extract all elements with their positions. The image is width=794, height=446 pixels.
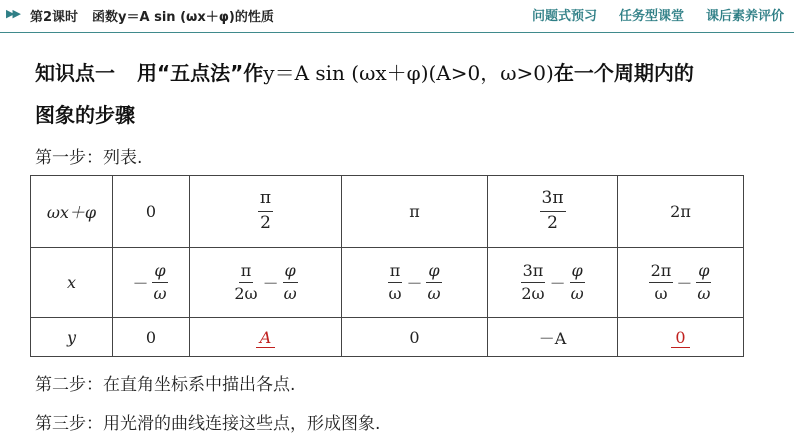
row-header-x: x xyxy=(31,248,113,318)
numerator: 2π xyxy=(649,262,674,283)
fraction xyxy=(569,262,586,304)
numerator: φ xyxy=(283,262,298,283)
table-cell: 0 xyxy=(113,176,190,248)
numerator: φ xyxy=(570,262,585,283)
fraction xyxy=(386,262,403,304)
numerator: φ xyxy=(426,262,441,283)
minus-sign: － xyxy=(406,274,423,293)
denominator: 2ω xyxy=(234,284,258,303)
fraction xyxy=(519,262,546,304)
table-cell xyxy=(190,176,342,248)
fraction xyxy=(695,262,712,304)
numerator: π xyxy=(258,189,273,212)
row-header-phase: ωx＋φ xyxy=(31,176,113,248)
table-cell: 2π xyxy=(618,176,744,248)
numerator: π xyxy=(388,262,403,283)
numerator: 3π xyxy=(521,262,546,283)
heading-line2: 图象的步骤 xyxy=(35,103,135,127)
heading-text-a: 用“五点法”作 xyxy=(137,61,264,85)
numerator: 3π xyxy=(540,189,566,212)
denominator: ω xyxy=(570,284,584,303)
five-point-table xyxy=(30,175,744,357)
table-cell xyxy=(190,248,342,318)
nav-evaluation[interactable]: 课后素养评价 xyxy=(705,9,784,24)
table-cell xyxy=(618,318,744,357)
denominator: ω xyxy=(283,284,297,303)
fraction xyxy=(151,262,168,304)
numerator: π xyxy=(239,262,254,283)
play-arrow-icon: ▶▶ xyxy=(6,7,19,20)
table-cell xyxy=(342,248,488,318)
table-cell xyxy=(488,248,618,318)
denominator: ω xyxy=(153,284,167,303)
lesson-topic: 函数y＝A sin (ωx＋φ)的性质 xyxy=(92,10,274,25)
numerator: φ xyxy=(152,262,167,283)
fraction xyxy=(258,189,273,233)
minus-sign: － xyxy=(262,274,279,293)
lesson-title xyxy=(30,6,274,25)
lesson-number: 第2课时 xyxy=(30,10,79,25)
step-two: 第二步：在直角坐标系中描出各点. xyxy=(35,375,296,395)
section-nav xyxy=(532,5,784,24)
denominator: ω xyxy=(427,284,441,303)
step-one: 第一步：列表. xyxy=(35,148,143,168)
fraction xyxy=(232,262,259,304)
neg-a-value: －A xyxy=(538,328,567,348)
answer-blank: 0 xyxy=(671,328,689,348)
denominator: 2 xyxy=(260,213,271,233)
table-cell xyxy=(113,248,190,318)
fraction xyxy=(426,262,443,304)
heading-math: y＝A sin (ωx＋φ)(A>0，ω>0) xyxy=(263,61,554,85)
knowledge-label: 知识点一 xyxy=(35,61,115,85)
table-cell: π xyxy=(342,176,488,248)
minus-sign: － xyxy=(132,274,149,293)
numerator: φ xyxy=(696,262,711,283)
table-cell: 0 xyxy=(113,318,190,357)
denominator: 2ω xyxy=(521,284,545,303)
row-header-y: y xyxy=(31,318,113,357)
fraction xyxy=(649,262,674,304)
table-row xyxy=(31,318,744,357)
header-bar xyxy=(0,0,794,33)
table-row xyxy=(31,176,744,248)
table-cell: 0 xyxy=(342,318,488,357)
answer-blank: A xyxy=(256,328,276,348)
table-cell xyxy=(190,318,342,357)
heading-text-b: 在一个周期内的 xyxy=(553,61,694,85)
knowledge-heading xyxy=(35,52,775,136)
minus-sign: － xyxy=(549,274,566,293)
fraction xyxy=(540,189,566,233)
nav-classroom[interactable]: 任务型课堂 xyxy=(618,9,684,24)
table-cell xyxy=(618,248,744,318)
denominator: ω xyxy=(697,284,711,303)
nav-preview[interactable]: 问题式预习 xyxy=(531,9,597,24)
minus-sign: － xyxy=(676,274,693,293)
denominator: 2 xyxy=(547,213,558,233)
table-row xyxy=(31,248,744,318)
denominator: ω xyxy=(388,284,402,303)
table-cell xyxy=(488,176,618,248)
fraction xyxy=(282,262,299,304)
denominator: ω xyxy=(654,284,668,303)
step-three: 第三步：用光滑的曲线连接这些点，形成图象. xyxy=(35,414,381,434)
table-cell xyxy=(488,318,618,357)
